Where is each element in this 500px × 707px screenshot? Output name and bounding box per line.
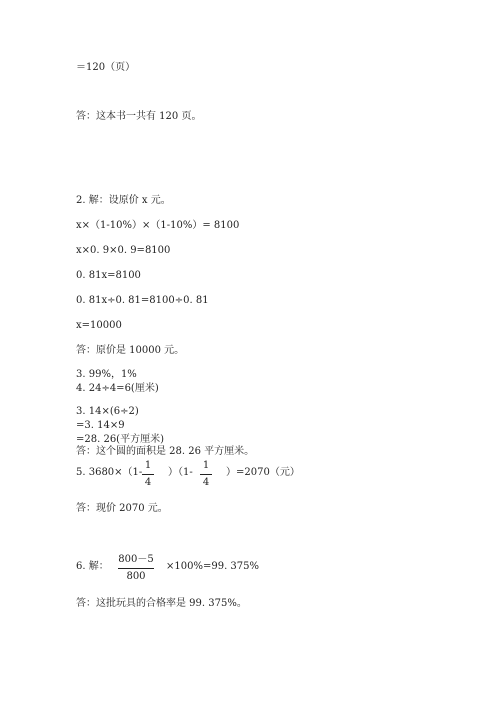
q5-suffix: ）=2070（元） [226, 467, 300, 478]
calc-step-pages: ＝120（页） [76, 62, 136, 73]
q2-step-3: 0. 81x÷0. 81=8100÷0. 81 [76, 295, 209, 306]
q5-fraction-1-numerator: 1 [144, 460, 152, 471]
answer-pages: 答：这本书一共有 120 页。 [76, 111, 202, 122]
area-step-2: =3. 14×9 [76, 420, 125, 431]
q2-answer: 答：原价是 10000 元。 [76, 345, 185, 356]
q5-answer: 答：现价 2070 元。 [76, 503, 168, 514]
area-step-3: =28. 26(平方厘米) [76, 434, 164, 445]
area-answer: 答：这个圆的面积是 28. 26 平方厘米。 [76, 446, 255, 457]
q6-prefix: 6. 解： [76, 561, 109, 572]
q5-fraction-2 [200, 460, 212, 489]
q3-answer: 3. 99%，1% [76, 369, 137, 380]
area-step-1: 3. 14×(6÷2) [76, 406, 139, 417]
q2-step-4: x=10000 [76, 320, 122, 331]
q2-step-1: x×0. 9×0. 9=8100 [76, 245, 171, 256]
q6-suffix: ×100%=99. 375% [166, 561, 260, 572]
q6-fraction-denominator: 800 [126, 571, 146, 582]
q4-answer: 4. 24÷4=6(厘米) [76, 383, 159, 394]
q6-answer: 答：这批玩具的合格率是 99. 375%。 [76, 598, 247, 609]
q5-mid: ）（1- [168, 467, 193, 478]
q5-prefix: 5. 3680×（1- [76, 467, 143, 478]
q5-fraction-1-denominator: 4 [144, 477, 152, 488]
q2-heading: 2. 解：设原价 x 元。 [76, 195, 171, 206]
q5-fraction-2-denominator: 4 [202, 477, 210, 488]
q2-equation: x×（1-10%）×（1-10%）= 8100 [76, 220, 240, 231]
q5-fraction-1 [142, 460, 154, 489]
q5-fraction-2-numerator: 1 [202, 460, 210, 471]
q6-fraction-numerator: 800－5 [118, 554, 154, 565]
q6-fraction [118, 554, 154, 583]
q2-step-2: 0. 81x=8100 [76, 270, 141, 281]
